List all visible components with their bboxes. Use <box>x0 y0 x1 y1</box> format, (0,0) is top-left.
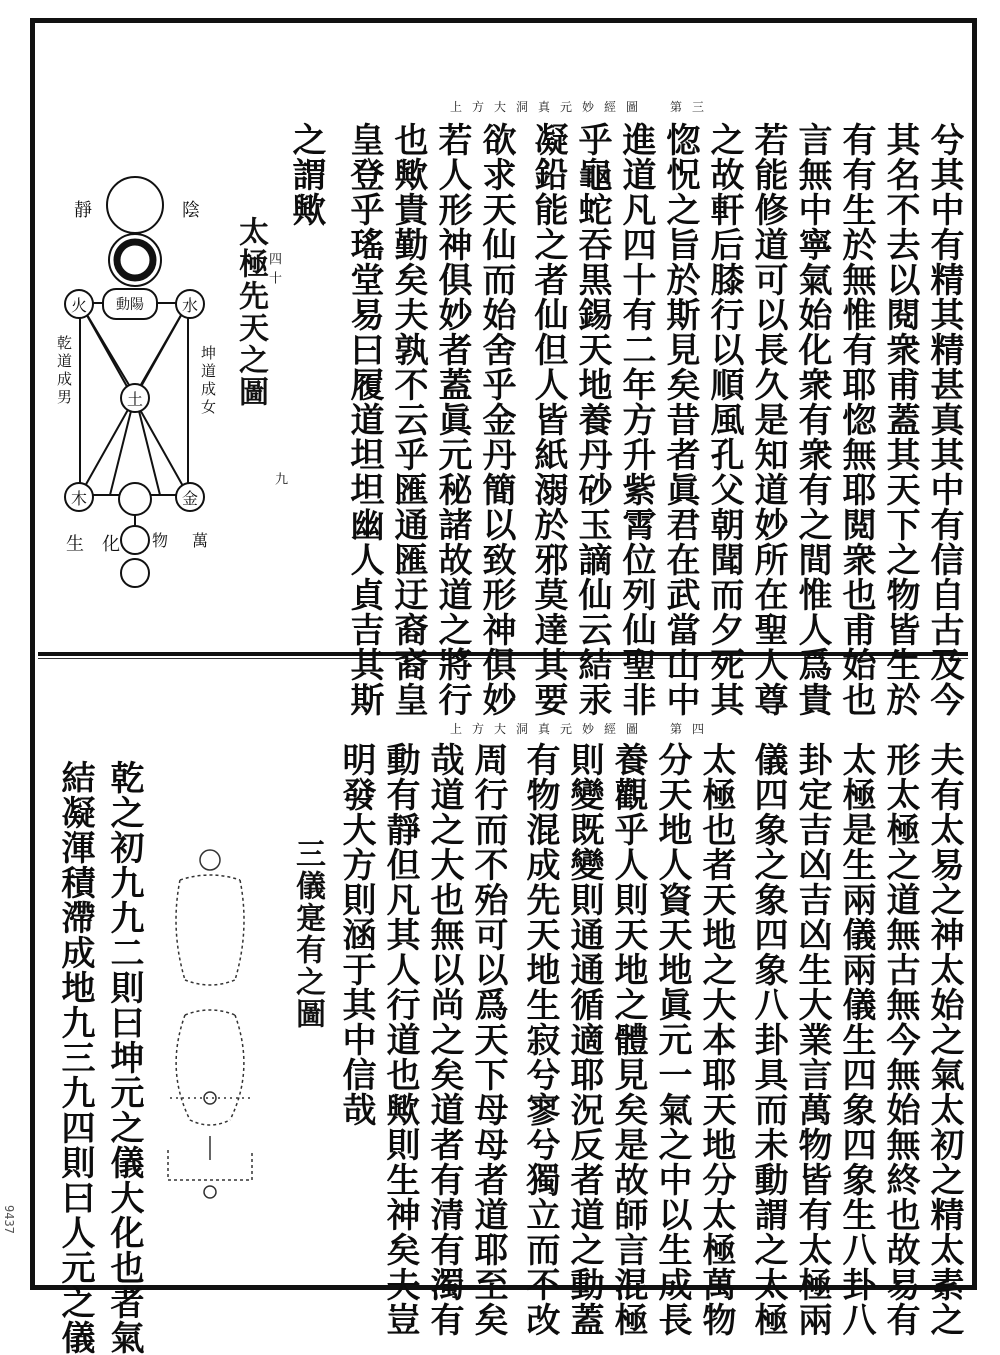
tu-node <box>120 383 150 413</box>
qian-dao-label: 乾道成男 <box>55 335 73 407</box>
text-column: 養觀乎人則天地之體見矣是故師言混極 <box>608 742 648 1337</box>
text-column: 之故軒后膝行以順風孔父朝聞而夕死其 <box>704 122 744 717</box>
text-column: 周行而不殆可以爲天下母母者道耶至矣 <box>468 742 508 1337</box>
lower-circle <box>121 559 149 587</box>
text-column: 太極也者天地之大本耶天地分太極萬物 <box>696 742 736 1337</box>
text-column: 有物混成先天地生寂兮寥兮獨立而不改 <box>520 742 560 1337</box>
jin-label: 金 <box>181 488 198 508</box>
tu-label: 土 <box>126 389 143 409</box>
text-column: 乾之初九九二則曰坤元之儀大化也者氣 <box>104 760 144 1355</box>
mu-node <box>64 482 94 512</box>
margin-page-code: 9437 <box>2 1205 16 1234</box>
sanyi-diagram-title: 三儀寔有之圖 <box>290 838 325 1030</box>
text-column: 凝鉛能之者仙但人皆紙溺於邪莫達其要 <box>528 122 568 717</box>
wan-label: 萬 <box>192 531 209 550</box>
bottom-page-header: 上方大洞真元妙經圖 第四 <box>450 722 715 736</box>
sanyi-diagram <box>150 840 270 1220</box>
jin-node <box>175 482 205 512</box>
jing-label: 靜 <box>74 200 92 221</box>
text-column: 乎龜蛇吞黒錫天地養丹砂玉謫仙云結汞 <box>572 122 612 717</box>
text-column: 欲求天仙而始舍乎金丹簡以致形神俱妙 <box>476 122 516 717</box>
kun-dao-label: 坤道成女 <box>199 345 217 417</box>
text-column: 兮其中有精其精甚真其中有信自古及今 <box>924 122 964 717</box>
yin-circle <box>107 177 163 233</box>
text-column: 言無中寧氣始化衆有衆有之間惟人爲貴 <box>792 122 832 717</box>
text-column: 動有靜但凡其人行道也歟則生神矣夫豈 <box>380 742 420 1337</box>
dong-yang-node <box>102 288 158 320</box>
text-column: 則變既變則通通循適耶況反者道之動蓋 <box>564 742 604 1337</box>
center-node <box>118 482 152 516</box>
text-column: 結凝渾積滯成地九三九四則曰人元之儀 <box>55 760 95 1355</box>
huo-node <box>64 289 94 319</box>
text-column: 其名不去以閱衆甫蓋其天下之物皆生於 <box>880 122 920 717</box>
text-column: 進道凡四十有二年方升紫霄位列仙聖非 <box>616 122 656 717</box>
text-column: 太極是生兩儀兩儀生四象四象生八卦八 <box>836 742 876 1337</box>
mu-label: 木 <box>70 488 87 508</box>
text-column: 惚怳之旨於斯見矣昔者眞君在武當山中 <box>660 122 700 717</box>
dong-label: 動 <box>116 297 130 313</box>
yang-label: 陽 <box>130 297 144 313</box>
text-column: 之謂歟 <box>286 122 326 227</box>
diagram-note: 四十 <box>266 252 281 290</box>
shui-label: 水 <box>181 295 198 315</box>
text-column: 卦定吉凶吉凶生大業言萬物皆有太極兩 <box>792 742 832 1337</box>
shenghua-label: 生 化 <box>66 534 120 555</box>
upper-figure <box>176 875 244 985</box>
wanwu-circle <box>121 526 149 554</box>
kan-li-inner-ring <box>117 242 153 278</box>
top-page-header: 上方大洞真元妙經圖 第三 <box>450 100 715 114</box>
diagram-small-mark: 九 <box>272 472 287 491</box>
text-column: 儀四象之象四象八卦具而未動謂之太極 <box>748 742 788 1337</box>
text-column: 形太極之道無古無今無始無終也故易有 <box>880 742 920 1337</box>
yin-label: 陰 <box>182 200 200 221</box>
text-column: 有有生於無惟有耶惚無耶閲衆也甫始也 <box>836 122 876 717</box>
middle-figure <box>176 1010 244 1125</box>
text-column: 皇登乎瑤堂易曰履道坦坦幽人貞吉其斯 <box>344 122 384 717</box>
text-column: 也歟貴勤矣夫孰不云乎匯通匯迂裔裔皇 <box>388 122 428 717</box>
text-column: 明發大方則涵于其中信哉 <box>336 742 376 1127</box>
text-column: 分天地人資天地眞元一氣之中以生成長 <box>652 742 692 1337</box>
wu-label: 物 <box>152 531 169 550</box>
diagram-title: 太極先天之圖 <box>233 216 268 408</box>
shui-node <box>175 289 205 319</box>
text-column: 若能修道可以長久是知道妙所在聖人尊 <box>748 122 788 717</box>
text-column: 夫有太易之神太始之氣太初之精太素之 <box>924 742 964 1337</box>
text-column: 若人形神俱妙者蓋眞元秘諸故道之將行 <box>432 122 472 717</box>
text-column: 哉道之大也無以尚之矣道者有清有濁有 <box>424 742 464 1337</box>
huo-label: 火 <box>70 295 87 315</box>
